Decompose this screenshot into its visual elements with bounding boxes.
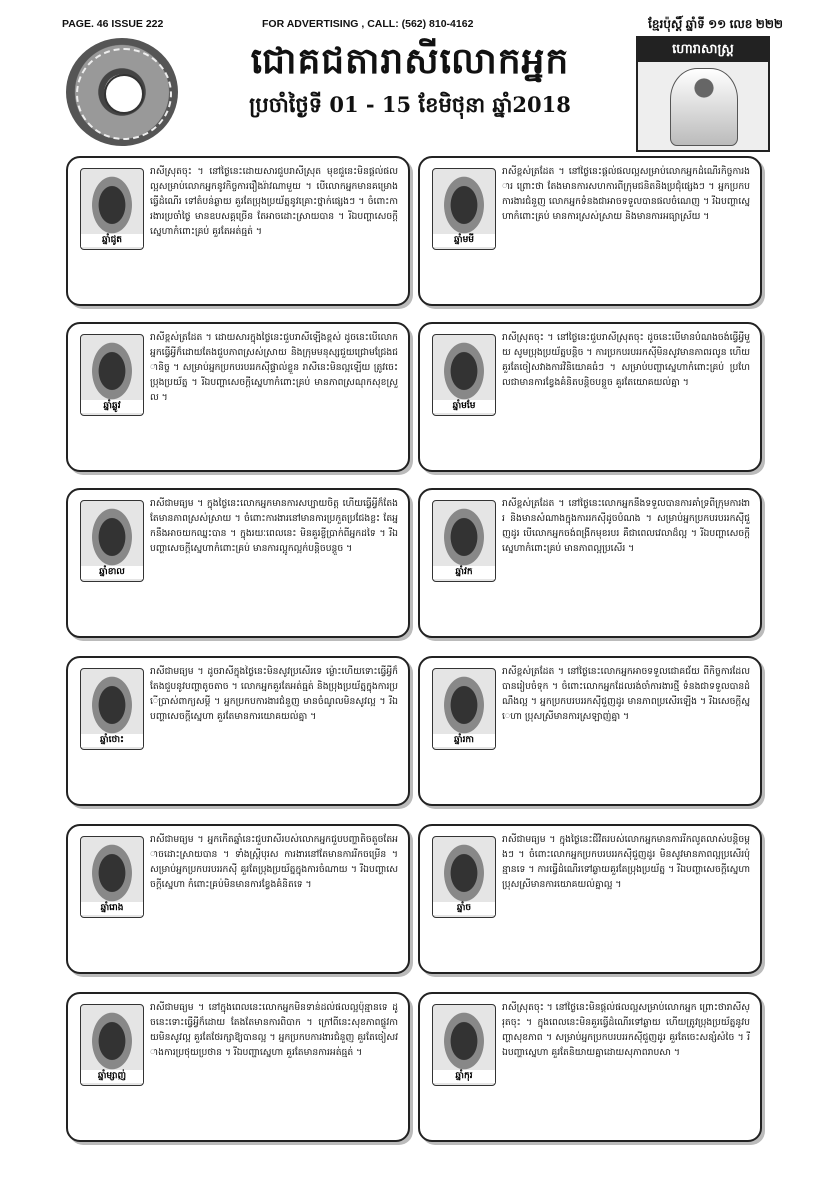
sign-name: ឆ្នាំវក: [433, 566, 495, 579]
horoscope-text: រាសីជាមធ្យម ។ ក្នុងថ្ងៃនេះលោកអ្នកមានការសប្បាយចិត្ត ហើយធ្វើអ្វីក៏តែងតែមានភាពស្រស់ស្រាយ ។ ចំពោះការងារនៅមានការប្រកួតប្រជែងខ្លះ តែអ្នកនឹងអាចយកឈ្នះបាន ។ ក្នុងរយៈពេលនេះ មិនគួរខ្ចីប្រាក់ពីអ្នកដទៃ ។ រីឯបញ្ហាសេចក្តីស្នេហាកំពោះគ្រប់ មានការល្អូកល្អក់បន្តិចបន្តួច ។: [150, 498, 398, 554]
horoscope-card: [418, 156, 762, 306]
horoscope-text: រាសីស្រុតចុះ ។ នៅថ្ងៃនេះដោយសារជួបរាសីស្រុត មុខជួនេះមិនផ្តល់ផលល្អសម្រាប់លោកអ្នកនូវកិច្ចការរឿងរ៉ាវណាមួយ ។ បើលោកអ្នកមានគម្រោងធ្វើដំណើរ ទៅតំបន់ឆ្ងាយ គួរតែប្រុងប្រយ័ត្ននូវគ្រោះថ្នាក់ផ្សេងៗ ។ ចំពោះការងារប្រចាំថ្ងៃ មានឧបសគ្គច្រើន តែអាចដោះស្រាយបាន ។ រីឯបញ្ហាសេចក្តីស្នេហាកំពោះគ្រប់ គួរតែអត់ធ្មត់ ។: [150, 166, 398, 237]
horoscope-text: រាសីជាមធ្យម ។ នៅក្នុងពេលនេះលោកអ្នកមិនទាន់ដល់ផលល្អប៉ុន្មានទេ ដូចនេះទោះធ្វើអ្វីក៏ដោយ តែងតែមានការពិបាក ។ ក្រៅពីនេះសុខភាពផ្លូវកាយមិនសូវល្អ គួរតែថែរក្សាឱ្យបានល្អ ។ អ្នកប្រកបការងារជំនួញ គួរតែចៀសវាងការប្រថុយប្រថាន ។ រីឯបញ្ហាស្នេហា គួរតែមានការអត់ធ្មត់ ។: [150, 1002, 398, 1058]
page-title: ជោគជតារាសីលោកអ្នក: [250, 40, 570, 82]
horoscope-text: រាសីខ្ពស់ត្រដែត ។ ដោយសារក្នុងថ្ងៃនេះជួបរាសីឡើងខ្ពស់ ដូចនេះបើលោកអ្នកធ្វើអ្វីក៏ដោយតែងជួបភាពស្រស់ស្រាយ និងក្រុមមនុស្សជួយជ្រោមជ្រែងជានិច្ច ។ សម្រាប់អ្នកប្រកបរបររកស៊ីផ្ទាល់ខ្លួន រាសីនេះមិនល្អឡើយ ត្រូវចេះប្រុងប្រយ័ត្ន ។ រីឯបញ្ហាសេចក្តីស្នេហាកំពោះគ្រប់ មានភាពស្រណុកសុខស្រួល ។: [150, 332, 398, 403]
horse-icon: [432, 168, 496, 250]
sign-name: ឆ្នាំម្សាញ់: [81, 1070, 143, 1083]
sign-name: ឆ្នាំមមែ: [433, 400, 495, 413]
horoscope-card: [66, 992, 410, 1142]
logo-title: ហោរាសាស្ត្រ: [638, 38, 768, 62]
horoscope-card: [418, 656, 762, 806]
horoscope-card: [66, 322, 410, 472]
horoscope-card: [66, 824, 410, 974]
rat-icon: [80, 168, 144, 250]
astrologer-image: [670, 68, 738, 146]
sign-name: ឆ្នាំជូត: [81, 234, 143, 247]
horoscope-text: រាសីជាមធ្យម ។ ដូចរាសីក្នុងថ្ងៃនេះមិនសូវប្រសើរទេ ម៉្លោះហើយទោះធ្វើអ្វីក៏តែងជួបនូវបញ្ហាតូចតាច ។ លោកអ្នកគួរតែអត់ធ្មត់ និងប្រុងប្រយ័ត្នក្នុងការប្រើប្រាស់ពាក្យសម្តី ។ អ្នកប្រកបការងារជំនួញ មានចំណូលមិនសូវល្អ ។ រីឯបញ្ហាសេចក្តីស្នេហា គួរតែមានការយោគយល់គ្នា ។: [150, 666, 398, 722]
ox-icon: [80, 334, 144, 416]
sign-name: ឆ្នាំរកា: [433, 734, 495, 747]
dragon-icon: [80, 836, 144, 918]
horoscope-card: [66, 488, 410, 638]
snake-icon: [80, 1004, 144, 1086]
horoscope-card: [418, 824, 762, 974]
page-header: [62, 16, 783, 34]
horoscope-text: រាសីស្រុតចុះ ។ នៅថ្ងៃនេះមិនផ្តល់ផលល្អសម្រាប់លោកអ្នក ព្រោះថារាសីស្រុតចុះ ។ ក្នុងពេលនេះមិនគួរធ្វើដំណើរទៅឆ្ងាយ ហើយត្រូវប្រុងប្រយ័ត្ននូវបញ្ហាសុខភាព ។ សម្រាប់អ្នកប្រកបរបររកស៊ីជួញដូរ គួរតែចេះសន្សំសំចៃ ។ រីឯបញ្ហាស្នេហា គួរតែនិយាយគ្នាដោយសុភាពរាបសា ។: [502, 1002, 750, 1058]
page-issue: PAGE. 46 ISSUE 222: [62, 18, 164, 30]
horoscope-card: [418, 488, 762, 638]
horoscope-card: [66, 156, 410, 306]
dog-icon: [432, 836, 496, 918]
horoscope-text: រាសីជាមធ្យម ។ អ្នកកើតឆ្នាំនេះជួបរាសីរបស់លោកអ្នកជួបបញ្ហាតិចតួចតែអាចដោះស្រាយបាន ។ ទាំងស្ត្រីបុរស ការងារនៅតែមានការរីកចម្រើន ។ សម្រាប់អ្នកប្រកបរបររកស៊ី គួរតែប្រុងប្រយ័ត្នក្នុងការចំណាយ ។ រីឯបញ្ហាសេចក្តីស្នេហា កំពោះគ្រប់មិនមានការខ្វែងគំនិតទេ ។: [150, 834, 398, 890]
horoscope-text: រាសីខ្ពស់ត្រដែត ។ នៅថ្ងៃនេះលោកអ្នកនឹងទទួលបានការគាំទ្រពីក្រុមការងារ និងមានសំណាងក្នុងការរកស៊ីដូចបំណង ។ សម្រាប់អ្នកប្រកបរបររកស៊ីជួញដូរ បើលោកអ្នកចង់ពង្រីកមុខរបរ គឺជាពេលវេលាដ៏ល្អ ។ រីឯបញ្ហាសេចក្តីស្នេហាកំពោះគ្រប់ មានភាពល្អប្រសើរ ។: [502, 498, 750, 554]
horoscope-logo: [636, 36, 770, 152]
horoscope-card: [418, 322, 762, 472]
horoscope-text: រាសីខ្ពស់ត្រដែត ។ នៅថ្ងៃនេះលោកអ្នកអាចទទួលជោគជ័យ ពីកិច្ចការដែលបានរៀបចំទុក ។ ចំពោះលោកអ្នកដែលរង់ចាំការងារថ្មី ទំនងជាទទួលបានដំណឹងល្អ ។ អ្នកប្រកបរបររកស៊ីជួញដូរ មានភាពប្រសើរឡើង ។ រីឯសេចក្តីស្នេហា ប្រុសស្រីមានការស្រឡាញ់គ្នា ។: [502, 666, 750, 722]
horoscope-text: រាសីខ្ពស់ត្រដែត ។ នៅថ្ងៃនេះផ្តល់ផលល្អសម្រាប់លោកអ្នកដំណើរកិច្ចការងារ ព្រោះថា តែងមានការសហការពីក្រុមជនិតនិងប្រជុំផ្សេងៗ ។ អ្នកប្រកបការងារជំនួញ លោកអ្នកទំនងជាអាចទទួលបានផលចំណេញ ។ រីឯបញ្ហាស្នេហាកំពោះគ្រប់ មានការស្រស់ស្រាយ និងមានការអធ្យាស្រ័យ ។: [502, 166, 750, 222]
monkey-icon: [432, 500, 496, 582]
sign-name: ឆ្នាំថោះ: [81, 734, 143, 747]
horoscope-text: រាសីស្រុតចុះ ។ នៅថ្ងៃនេះជួបរាសីស្រុតចុះ ដូចនេះបើមានបំណងចង់ធ្វើអ្វីមួយ សូមប្រុងប្រយ័ត្នបន្តិច ។ ការប្រកបរបររកស៊ីមិនសូវមានភាពរលូន ហើយគួរតែចៀសវាងការវិនិយោគធំៗ ។ សម្រាប់បញ្ហាស្នេហាកំពោះគ្រប់ ប្រហែលជាមានការខ្វែងគំនិតបន្តិចបន្តួច គួរតែយោគយល់គ្នា ។: [502, 332, 750, 388]
sign-name: ឆ្នាំកុរ: [433, 1070, 495, 1083]
publication-info: ខ្មែរប៉ុស្តិ៍ ឆ្នាំទី ១១ លេខ ២២២: [648, 17, 783, 31]
horoscope-text: រាសីជាមធ្យម ។ ក្នុងថ្ងៃនេះជីវិតរបស់លោកអ្នកមានការរីកលូតលាស់បន្តិចម្តងៗ ។ ចំពោះលោកអ្នកប្រកបរបររកស៊ីជួញដូរ មិនសូវមានភាពល្អប្រសើរប៉ុន្មានទេ ។ ការធ្វើដំណើរទៅឆ្ងាយគួរតែប្រុងប្រយ័ត្ន ។ រីឯបញ្ហាសេចក្តីស្នេហា ប្រុសស្រីមានការយោគយល់គ្នាល្អ ។: [502, 834, 750, 890]
pig-icon: [432, 1004, 496, 1086]
sign-name: ឆ្នាំរោង: [81, 902, 143, 915]
sign-name: ឆ្នាំឆ្លូវ: [81, 400, 143, 413]
sign-name: ឆ្នាំច: [433, 902, 495, 915]
rooster-icon: [432, 668, 496, 750]
zodiac-wheel-image: [66, 38, 178, 146]
rabbit-icon: [80, 668, 144, 750]
sign-name: ឆ្នាំខាល: [81, 566, 143, 579]
horoscope-card: [66, 656, 410, 806]
goat-icon: [432, 334, 496, 416]
advertising-contact: FOR ADVERTISING , CALL: (562) 810-4162: [262, 18, 474, 30]
page-subtitle: ប្រចាំថ្ងៃទី 01 - 15 ខែមិថុនា ឆ្នាំ2018: [249, 92, 571, 117]
sign-name: ឆ្នាំមមី: [433, 234, 495, 247]
horoscope-card: [418, 992, 762, 1142]
tiger-icon: [80, 500, 144, 582]
